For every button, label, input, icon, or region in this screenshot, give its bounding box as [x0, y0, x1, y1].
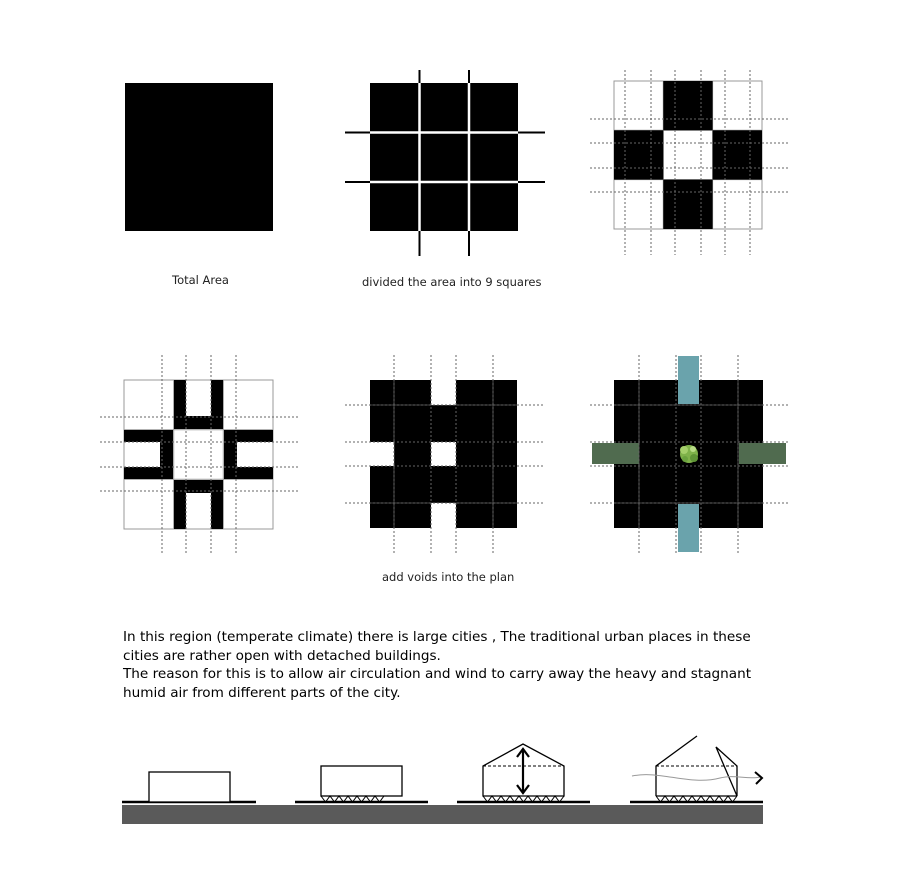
step-cross-pattern: [590, 70, 788, 255]
description-line-2: The reason for this is to allow air circulation and wind to carry away the heavy and stagnant humid air from different parts of the city.: [123, 666, 752, 701]
step-planted-voids: [590, 355, 788, 555]
description-line-1: In this region (temperate climate) there is large cities , The traditional urban places in these cities are rather open with detached buildings.: [123, 629, 751, 664]
step-bracket-pattern: [100, 355, 298, 555]
ground-strip: [122, 805, 763, 824]
green-void-left: [592, 443, 639, 464]
bracket-top: [174, 380, 223, 429]
step-nine-squares: [345, 70, 545, 256]
water-void-bottom: [678, 504, 699, 552]
step-total-area: [125, 83, 273, 231]
description-text: [123, 628, 783, 702]
water-void-top: [678, 356, 699, 404]
section-1-solid-block: [122, 772, 256, 802]
section-3-roofed-block: [457, 744, 590, 802]
cross-block-right: [713, 130, 762, 179]
bracket-right: [224, 430, 273, 479]
cross-block-left: [614, 130, 663, 179]
void-mass: [370, 380, 517, 528]
cross-block-bottom: [663, 180, 712, 229]
caption-total-area: Total Area: [172, 273, 229, 287]
caption-add-voids: add voids into the plan: [382, 570, 515, 584]
bracket-bottom: [174, 480, 223, 529]
section-4-open-roof-block: [630, 736, 763, 802]
tree-icon: [680, 445, 698, 463]
cross-block-top: [663, 81, 712, 130]
step-voids: [345, 355, 543, 555]
section-2-raised-block: [295, 766, 428, 802]
caption-nine-squares: divided the area into 9 squares: [362, 275, 542, 289]
bracket-left: [124, 430, 173, 479]
airflow-line: [632, 775, 760, 781]
green-void-right: [739, 443, 786, 464]
total-area-square: [125, 83, 273, 231]
nine-square-mass: [370, 83, 518, 231]
